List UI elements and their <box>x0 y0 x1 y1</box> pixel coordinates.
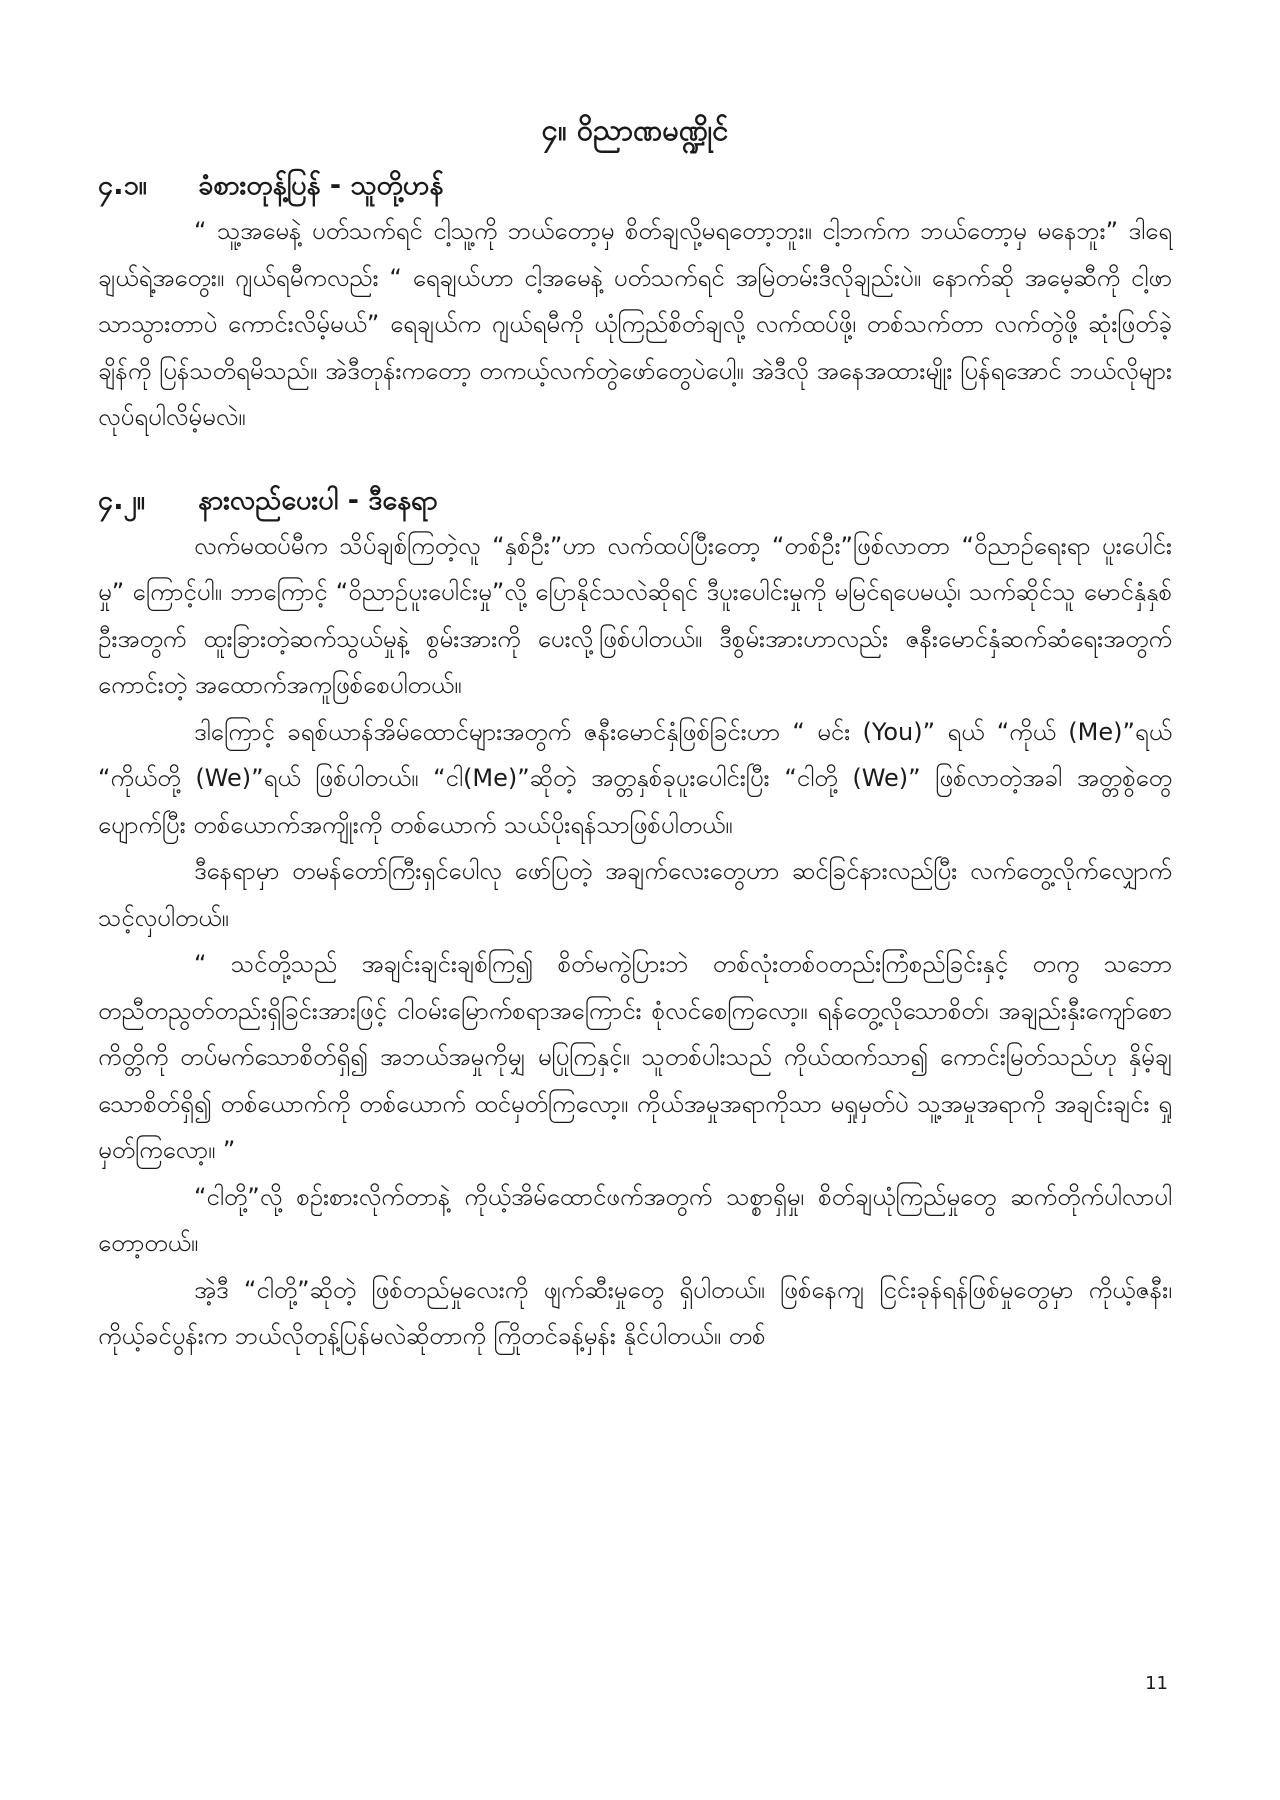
page-number: 11 <box>1145 1673 1168 1694</box>
section-number: ၄.၂။ <box>98 484 145 516</box>
section-heading-4-2 <box>98 479 1172 523</box>
scripture-quote-paragraph: “ သင်တို့သည် အချင်းချင်းချစ်ကြ၍ စိတ်မကွဲပြားဘဲ တစ်လုံးတစ်ဝတည်းကြံစည်ခြင်းနှင့် တကွ သဘောတညီတညွတ်တည်းရှိခြင်းအားဖြင့် ငါဝမ်းမြောက်စရာအကြောင်း စုံလင်စေကြလော့။ ရန်တွေ့လိုသောစိတ်၊ အချည်းနှီးကျော်စော ကိတ္တိကို တပ်မက်သောစိတ်ရှိ၍ အဘယ်အမှုကိုမျှ မပြုကြနှင့်။ သူတစ်ပါးသည် ကိုယ်ထက်သာ၍ ကောင်းမြတ်သည်ဟု နှိမ့်ချသောစိတ်ရှိ၍ တစ်ယောက်ကို တစ်ယောက် ထင်မှတ်ကြလော့။ ကိုယ်အမှုအရာကိုသာ မရှုမှတ်ပဲ သူ့အမှုအရာကို အချင်းချင်း ရှုမှတ်ကြလော့။ ” <box>98 950 1172 1164</box>
paragraph: လက်မထပ်မီက သိပ်ချစ်ကြတဲ့လူ “နှစ်ဦး”ဟာ လက်ထပ်ပြီးတော့ “တစ်ဦး”ဖြစ်လာတာ “ဝိညာဉ်ရေးရာ ပူးပေါင်းမှု” ကြောင့်ပါ။ ဘာကြောင့် “ဝိညာဉ်ပူးပေါင်းမှု”လို့ ပြောနိုင်သလဲဆိုရင် ဒီပူးပေါင်းမှုကို မမြင်ရပေမယ့်၊ သက်ဆိုင်သူ မောင်နှံနှစ်ဦးအတွက် ထူးခြားတဲ့ဆက်သွယ်မှုနဲ့ စွမ်းအားကို ပေးလို့ဖြစ်ပါတယ်။ ဒီစွမ်းအားဟာလည်း ဇနီးမောင်နှံဆက်ဆံရေးအတွက် ကောင်းတဲ့ အထောက်အကူဖြစ်စေပါတယ်။ <box>98 531 1172 699</box>
paragraph: ဒါကြောင့် ခရစ်ယာန်အိမ်ထောင်များအတွက် ဇနီးမောင်နှံဖြစ်ခြင်းဟာ “ မင်း (You)” ရယ် “ကိုယ် (Me)”ရယ် “ကိုယ်တို့ (We)”ရယ် ဖြစ်ပါတယ်။ “ငါ(Me)”ဆိုတဲ့ အတ္တနှစ်ခုပူးပေါင်းပြီး “ငါတို့ (We)” ဖြစ်လာတဲ့အခါ အတ္တစွဲတွေပျောက်ပြီး တစ်ယောက်အကျိုးကို တစ်ယောက် သယ်ပိုးရန်သာဖြစ်ပါတယ်။ <box>98 717 1172 839</box>
paragraph: အဲ့ဒီ “ငါတို့”ဆိုတဲ့ ဖြစ်တည်မှုလေးကို ဖျက်ဆီးမှုတွေ ရှိပါတယ်။ ဖြစ်နေကျ ငြင်းခုန်ရန်ဖြစ်မှုတွေမှာ ကိုယ့်ဇနီး၊ ကိုယ့်ခင်ပွန်းက ဘယ်လိုတုန့်ပြန်မလဲဆိုတာကို ကြိုတင်ခန့်မှန်း နိုင်ပါတယ်။ တစ် <box>98 1275 1172 1350</box>
paragraph: “ သူ့အမေနဲ့ ပတ်သက်ရင် ငါ့သူ့ကို ဘယ်တော့မှ စိတ်ချလို့မရတော့ဘူး။ ငါ့ဘက်က ဘယ်တော့မှ မနေဘူး” ဒါရေချယ်ရဲ့အတွေး။ ဂျယ်ရမီကလည်း “ ရေချယ်ဟာ ငါ့အမေနဲ့ ပတ်သက်ရင် အမြဲတမ်းဒီလိုချည်းပဲ။ နောက်ဆို အမေ့ဆီကို ငါ့ဖာသာသွားတာပဲ ကောင်းလိမ့်မယ်” ရေချယ်က ဂျယ်ရမီကို ယုံကြည်စိတ်ချလို့ လက်ထပ်ဖို့၊ တစ်သက်တာ လက်တွဲဖို့ ဆုံးဖြတ်ခဲ့ချိန်ကို ပြန်သတိရမိသည်။ အဲဒီတုန်းကတော့ တကယ့်လက်တွဲဖော်တွေပဲပေါ့။ အဲဒီလို အနေအထားမျိုး ပြန်ရအောင် ဘယ်လိုများလုပ်ရပါလိမ့်မလဲ။ <box>98 217 1172 431</box>
section-number: ၄.၁။ <box>98 170 147 201</box>
section-heading-4-1 <box>98 164 1172 208</box>
section-title: ခံစားတုန့်ပြန် - သူတို့ဟန် <box>198 170 444 201</box>
chapter-title: ၄။ ဝိညာဏမဏ္ဍိုင် <box>541 113 729 147</box>
paragraph: “ငါတို့”လို့ စဉ်းစားလိုက်တာနဲ့ ကိုယ့်အိမ်ထောင်ဖက်အတွက် သစ္စာရှိမှု၊ စိတ်ချယုံကြည်မှုတွေ ဆက်တိုက်ပါလာပါတော့တယ်။ <box>98 1182 1172 1257</box>
paragraph: ဒီနေရာမှာ တမန်တော်ကြီးရှင်ပေါလု ဖော်ပြတဲ့ အချက်လေးတွေဟာ ဆင်ခြင်နားလည်ပြီး လက်တွေ့လိုက်လျှောက်သင့်လှပါတယ်။ <box>98 857 1172 932</box>
section-title: နားလည်ပေးပါ - ဒီနေရာ <box>198 484 438 516</box>
